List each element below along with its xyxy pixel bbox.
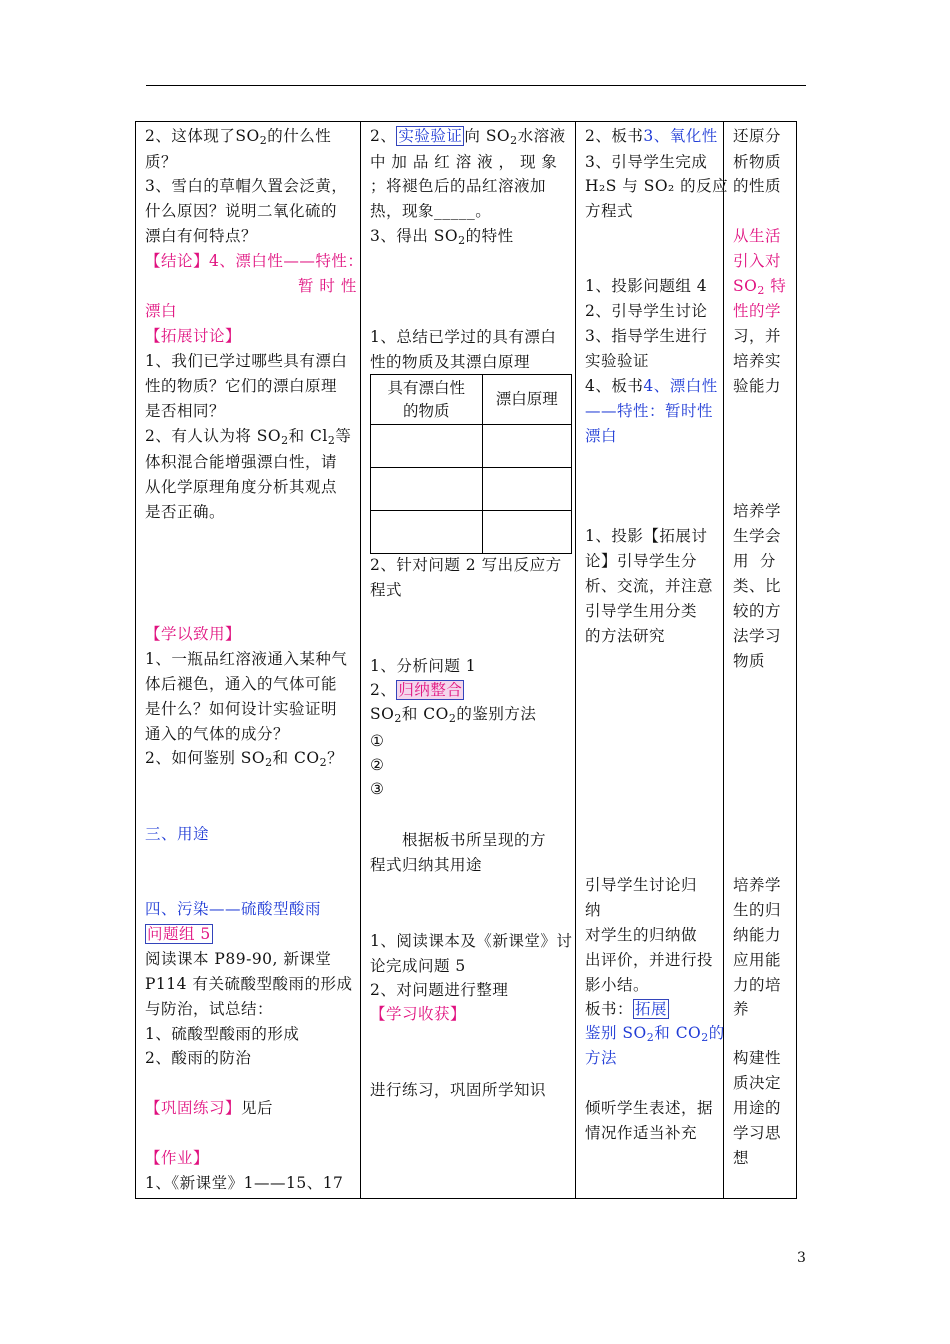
practice-line: 【巩固练习】见后 [145, 1099, 274, 1117]
reading-item-2: 2、酸雨的防治 [145, 1049, 252, 1067]
evaluate-summary: 对学生的归纳做 [585, 926, 698, 944]
board-4-cont: ——特性：暂时性 [585, 402, 714, 420]
extension-q1-cont2: 是否相同？ [145, 402, 226, 420]
intent-b6: 培养实 [733, 352, 782, 370]
conclusion-cont2: 漂白 [145, 302, 178, 320]
board-identify: 鉴别 $SO_2$和 $CO_2$的 [585, 1024, 725, 1044]
equation-task-cont: 程式 [370, 581, 403, 599]
intent-d3: 纳能力 [733, 926, 782, 944]
intent-a3: 的性质 [733, 177, 782, 195]
table-cell[interactable] [482, 511, 572, 554]
experiment-cont2: ；将褪色后的品红溶液加 [370, 177, 547, 195]
project-group-4: 1、投影问题组 4 [585, 277, 708, 295]
intent-d1: 培养学 [733, 876, 782, 894]
method-2: ② [370, 756, 385, 774]
guide-discussion: 2、引导学生讨论 [585, 302, 708, 320]
conclusion-cont: 暂 时 性 [298, 277, 357, 295]
board-4-cont2: 漂白 [585, 427, 618, 445]
practice-task: 进行练习，巩固所学知识 [370, 1081, 547, 1099]
intent-c3: 用 分 [733, 552, 776, 570]
guide-summary: 引导学生讨论归 [585, 876, 698, 894]
extension-q2: 2、有人认为将 $SO_2$和 $Cl_2$等 [145, 427, 352, 447]
apply-q1-cont2: 是什么？如何设计实验证明 [145, 700, 338, 718]
summary-task-cont: 性的物质及其漂白原理 [370, 353, 531, 371]
guide-experiment-cont: 实验验证 [585, 352, 650, 370]
guide-equation: 3、引导学生完成 [585, 153, 708, 171]
extension-q1-cont: 性的物质？它们的漂白原理 [145, 377, 338, 395]
intent-e3: 用途的 [733, 1099, 782, 1117]
experiment-line: 2、 实验验证 向 $SO_2$水溶液 [370, 127, 566, 147]
method-1: ① [370, 732, 385, 750]
guide-experiment: 3、指导学生进行 [585, 327, 708, 345]
table-header-substance: 具有漂白性 的物质 [371, 375, 483, 425]
intent-b5: 习，并 [733, 327, 782, 345]
organize-task: 2、对问题进行整理 [370, 981, 509, 999]
evaluate-summary-cont: 出评价，并进行投 [585, 951, 714, 969]
question-2-cont: 质？ [145, 153, 178, 171]
reading-task-cont: P114 有关硫酸型酸雨的形成 [145, 975, 353, 993]
intent-d2: 生的归 [733, 901, 782, 919]
intent-c7: 物质 [733, 652, 766, 670]
intent-d5: 力的培 [733, 976, 782, 994]
reading-discussion: 1、阅读课本及《新课堂》讨 [370, 932, 573, 950]
project-extension-cont3: 引导学生用分类 [585, 602, 698, 620]
table-cell[interactable] [482, 468, 572, 511]
intent-c6: 法学习 [733, 627, 782, 645]
board-extension: 板书： 拓展 [585, 1000, 668, 1018]
intent-d6: 养 [733, 1000, 750, 1018]
intent-e2: 质决定 [733, 1074, 782, 1092]
table-cell[interactable] [371, 511, 483, 554]
experiment-cont3: 热，现象_____。 [370, 202, 492, 220]
project-extension-cont2: 析、交流，并注意 [585, 577, 714, 595]
board-3: 2、板书3、氧化性 [585, 127, 718, 145]
extension-q2-cont: 体积混合能增强漂白性，请 [145, 453, 338, 471]
method-3: ③ [370, 780, 385, 798]
analysis-2: 2、 归纳整合 [370, 681, 463, 699]
section-uses: 三、用途 [145, 825, 210, 843]
intent-b2: 引入对 [733, 252, 782, 270]
project-extension-cont: 论】引导学生分 [585, 552, 698, 570]
question-2: 2、这体现了$SO_2$的什么性 [145, 127, 332, 147]
intent-e5: 想 [733, 1149, 750, 1167]
question-3-cont2: 漂白有何特点？ [145, 227, 258, 245]
guide-summary-cont: 纳 [585, 901, 602, 919]
project-extension: 1、投影【拓展讨 [585, 527, 708, 545]
so2-property-line: 3、得出 $SO_2$的特性 [370, 227, 514, 247]
intent-c2: 生学会 [733, 527, 782, 545]
intent-e1: 构建性 [733, 1049, 782, 1067]
apply-q2: 2、如何鉴别 $SO_2$和 $CO_2$？ [145, 749, 344, 769]
intent-e4: 学习思 [733, 1124, 782, 1142]
table-header-principle: 漂白原理 [482, 375, 572, 425]
reading-task-cont2: 与防治，试总结： [145, 1000, 274, 1018]
question-3-cont: 什么原因？说明二氧化硫的 [145, 202, 338, 220]
summary-task: 1、总结已学过的具有漂白 [370, 328, 557, 346]
equation-task: 2、针对问题 2 写出反应方 [370, 556, 562, 574]
apply-q1-cont3: 通入的气体的成分？ [145, 725, 290, 743]
apply-tag: 【学以致用】 [145, 625, 242, 643]
uses-task-cont: 程式归纳其用途 [370, 856, 483, 874]
question-3: 3、雪白的草帽久置会泛黄， [145, 177, 348, 195]
extension-q1: 1、我们已学过哪些具有漂白 [145, 352, 348, 370]
problem-group-5: 问题组 5 [147, 925, 211, 943]
identification-method: $SO_2$和 $CO_2$的鉴别方法 [370, 705, 537, 725]
intent-b4: 性的学 [733, 302, 782, 320]
header-rule [146, 85, 806, 86]
homework-item: 1、《新课堂》1——15、17 [145, 1174, 344, 1192]
extension-tag: 【拓展讨论】 [145, 327, 242, 345]
intent-c5: 较的方 [733, 602, 782, 620]
evaluate-summary-cont2: 影小结。 [585, 976, 650, 994]
table-cell[interactable] [371, 468, 483, 511]
intent-b7: 验能力 [733, 377, 782, 395]
analysis-1: 1、分析问题 1 [370, 657, 477, 675]
bleaching-table [370, 374, 572, 554]
guide-equation-cont2: 方程式 [585, 202, 634, 220]
reading-item-1: 1、硫酸型酸雨的形成 [145, 1025, 300, 1043]
listen-supplement-cont: 情况作适当补充 [585, 1124, 698, 1142]
reading-task: 阅读课本 P89-90, 新课堂 [145, 950, 332, 968]
conclusion-line: 【结论】4、漂白性——特性： [145, 252, 364, 270]
table-cell[interactable] [482, 425, 572, 468]
intent-c1: 培养学 [733, 502, 782, 520]
extension-q2-cont3: 是否正确。 [145, 503, 226, 521]
board-identify-cont: 方法 [585, 1049, 618, 1067]
column-divider-2 [575, 121, 576, 1199]
section-pollution: 四、污染——硫酸型酸雨 [145, 900, 322, 918]
board-4: 4、板书4、漂白性 [585, 377, 718, 395]
experiment-cont: 中 加 品 红 溶 液 ， 现 象 [370, 153, 558, 171]
homework-tag: 【作业】 [145, 1149, 210, 1167]
guide-equation-cont: H₂S 与 SO₂ 的反应 [585, 177, 729, 195]
table-cell[interactable] [371, 425, 483, 468]
intent-b3: $SO_2$ 特 [733, 277, 787, 297]
page-number: 3 [797, 1250, 806, 1266]
listen-supplement: 倾听学生表述，据 [585, 1099, 714, 1117]
uses-task: 根据板书所呈现的方 [402, 831, 547, 849]
extension-q2-cont2: 从化学原理角度分析其观点 [145, 478, 338, 496]
apply-q1: 1、一瓶品红溶液通入某种气 [145, 650, 348, 668]
reading-discussion-cont: 论完成问题 5 [370, 957, 466, 975]
intent-a1: 还原分 [733, 127, 782, 145]
intent-b1: 从生活 [733, 227, 782, 245]
intent-d4: 应用能 [733, 951, 782, 969]
intent-a2: 析物质 [733, 153, 782, 171]
intent-c4: 类、比 [733, 577, 782, 595]
apply-q1-cont: 体后褪色，通入的气体可能 [145, 675, 338, 693]
learning-gains-tag: 【学习收获】 [370, 1005, 467, 1023]
project-extension-cont4: 的方法研究 [585, 627, 666, 645]
column-divider-1 [360, 121, 361, 1199]
